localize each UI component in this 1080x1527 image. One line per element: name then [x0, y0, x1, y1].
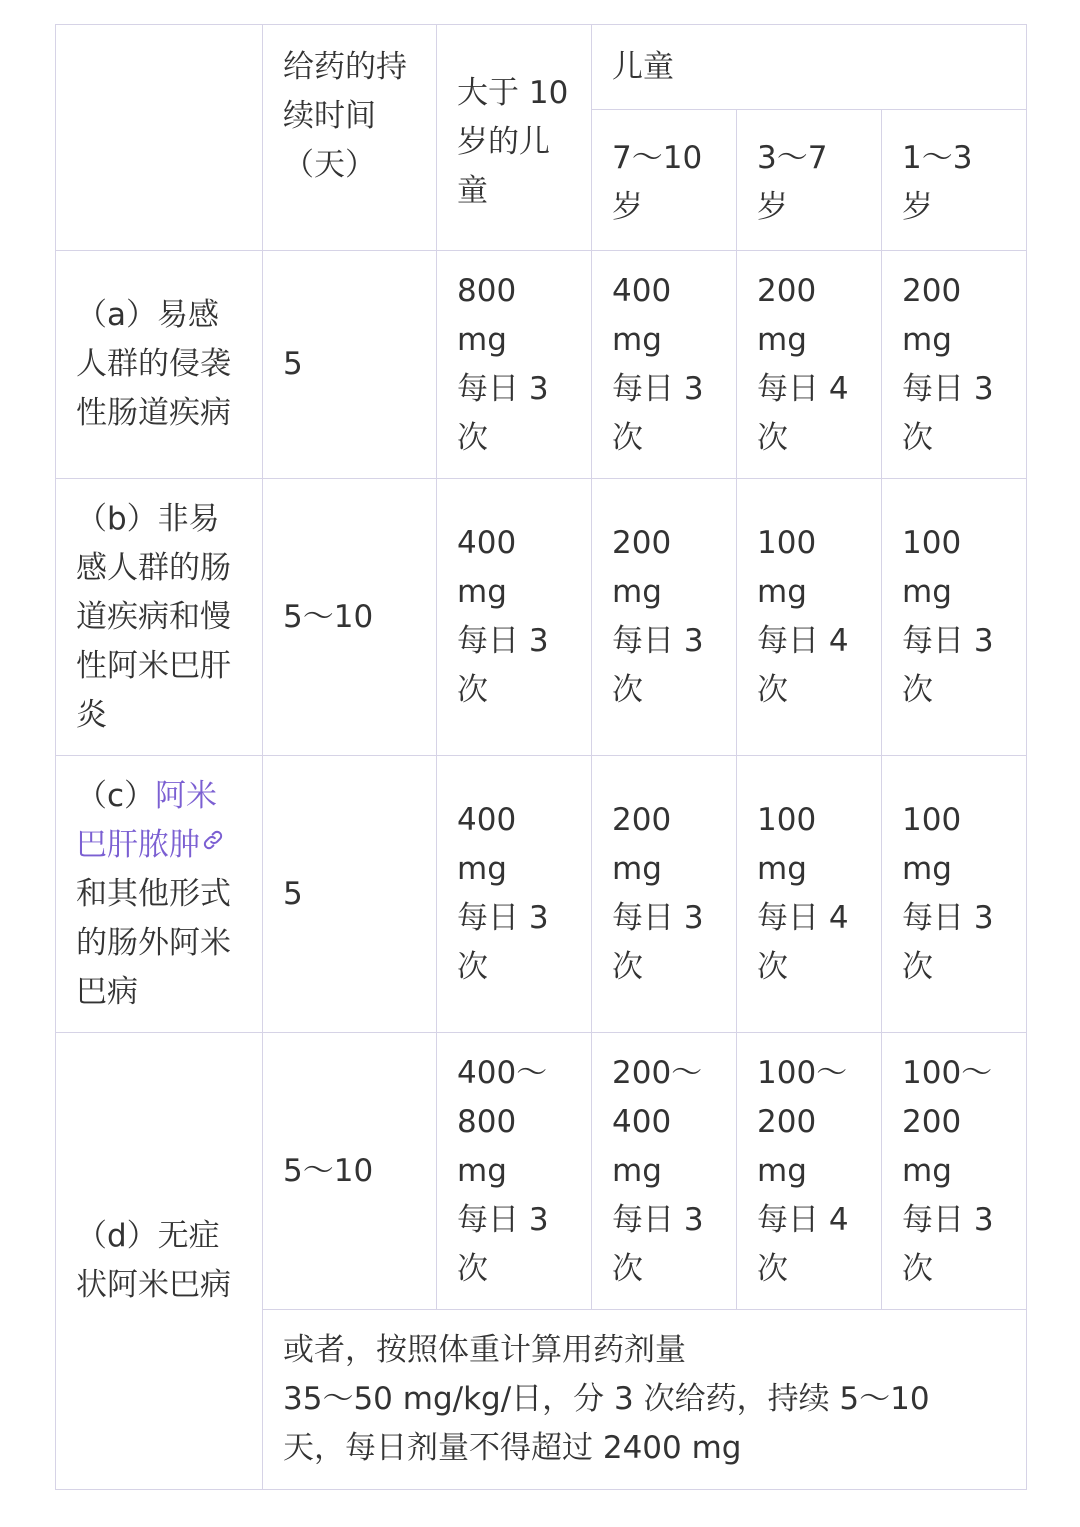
dose-line: 100: [757, 802, 817, 838]
dose-line: 200: [757, 272, 817, 309]
dose-line: 次: [902, 419, 933, 456]
dose-line: 200: [757, 1103, 817, 1140]
dose-line: 次: [902, 949, 933, 985]
indication-cell: [56, 1033, 263, 1490]
dose-line: 每日 4: [757, 1201, 849, 1238]
dose-3-7-cell: [737, 251, 882, 479]
dose-7-10-cell: [592, 251, 737, 479]
dose-line: 200: [612, 525, 672, 561]
header-children: 儿童: [592, 25, 1027, 110]
dose-line: mg: [902, 1152, 952, 1189]
dose-line: mg: [757, 574, 807, 610]
dose-1-3-cell: [882, 756, 1027, 1033]
dose-line: 次: [457, 672, 488, 708]
table-row: [56, 1033, 1027, 1310]
dose-over10-cell: [437, 479, 592, 756]
dose-1-3-cell: [882, 479, 1027, 756]
dose-line: 次: [902, 672, 933, 708]
table-row: [56, 756, 1027, 1033]
dose-1-3-cell: [882, 251, 1027, 479]
dose-line: 次: [902, 1250, 933, 1287]
dose-line: mg: [457, 321, 507, 358]
dose-1-3-cell: [882, 1033, 1027, 1310]
indication-prefix: （c）: [76, 777, 156, 814]
dose-line: 100～: [902, 1054, 993, 1091]
note-line: 35～50 mg/kg/日，分 3 次给药，持续 5～10: [283, 1381, 930, 1417]
dose-3-7-cell: [737, 1033, 882, 1310]
duration-cell: 5: [263, 251, 437, 479]
dose-line: 次: [457, 419, 488, 456]
note-cell: [263, 1310, 1027, 1490]
dose-line: 每日 3: [902, 370, 994, 407]
dose-line: 每日 4: [757, 900, 849, 936]
header-row-1: [56, 25, 1027, 110]
dose-line: 次: [612, 949, 643, 985]
header-age-1-3: 1～3 岁: [882, 110, 1027, 251]
indication-text: （d）无症状阿米巴病: [76, 1218, 231, 1303]
table-row: [56, 251, 1027, 479]
dose-line: 每日 3: [457, 1201, 549, 1238]
header-age-7-10: 7～10 岁: [592, 110, 737, 251]
dose-line: mg: [457, 1152, 507, 1189]
dose-line: 次: [457, 949, 488, 985]
dose-line: 每日 3: [902, 1201, 994, 1238]
duration-cell: 5～10: [263, 1033, 437, 1310]
dose-line: mg: [902, 851, 952, 887]
dose-line: mg: [612, 1152, 662, 1189]
dose-line: 100: [757, 525, 817, 561]
dose-line: 400: [612, 272, 672, 309]
dose-line: 每日 3: [612, 623, 704, 659]
dose-line: 800: [457, 1103, 517, 1140]
duration-cell: 5: [263, 756, 437, 1033]
dose-line: mg: [757, 851, 807, 887]
note-line: 或者，按照体重计算用药剂量: [283, 1332, 686, 1368]
header-over10: 大于 10 岁的儿童: [437, 25, 592, 251]
dose-line: 400: [457, 802, 517, 838]
dose-line: mg: [902, 574, 952, 610]
dose-line: 800: [457, 272, 517, 309]
dose-line: 每日 4: [757, 370, 849, 407]
dose-line: 每日 3: [457, 370, 549, 407]
dose-line: 100～: [757, 1054, 848, 1091]
dose-line: mg: [902, 321, 952, 358]
dose-7-10-cell: [592, 756, 737, 1033]
dose-line: 200: [902, 272, 962, 309]
dose-line: 200: [612, 802, 672, 838]
dose-line: 次: [757, 672, 788, 708]
dose-over10-cell: [437, 1033, 592, 1310]
dose-line: 每日 3: [612, 1201, 704, 1238]
dose-line: 每日 3: [902, 900, 994, 936]
dose-line: 100: [902, 802, 962, 838]
dose-line: 400: [612, 1103, 672, 1140]
indication-text: （a）易感人群的侵袭性肠道疾病: [76, 297, 231, 431]
dose-line: 次: [612, 419, 643, 456]
note-line: 天，每日剂量不得超过 2400 mg: [283, 1430, 742, 1466]
header-duration: 给药的持续时间（天）: [263, 25, 437, 251]
header-age-3-7: 3～7 岁: [737, 110, 882, 251]
dose-line: 次: [757, 419, 788, 456]
dose-line: mg: [457, 851, 507, 887]
dose-line: mg: [612, 321, 662, 358]
indication-text: （b）非易感人群的肠道疾病和慢性阿米巴肝炎: [76, 500, 231, 733]
dose-line: 每日 3: [612, 900, 704, 936]
dose-line: 次: [457, 1250, 488, 1287]
table-row: [56, 479, 1027, 756]
dose-line: mg: [612, 574, 662, 610]
dose-line: 次: [612, 672, 643, 708]
dose-line: 200: [902, 1103, 962, 1140]
dose-line: 每日 3: [457, 623, 549, 659]
dose-7-10-cell: [592, 479, 737, 756]
dose-line: 次: [757, 1250, 788, 1287]
dose-over10-cell: [437, 251, 592, 479]
indication-cell: [56, 479, 263, 756]
dose-line: 400～: [457, 1054, 548, 1091]
indication-link[interactable]: 阿米巴肝脓肿: [76, 777, 218, 863]
duration-cell: 5～10: [263, 479, 437, 756]
dose-line: 每日 4: [757, 623, 849, 659]
dose-line: 每日 3: [457, 900, 549, 936]
dose-line: 每日 3: [902, 623, 994, 659]
dose-over10-cell: [437, 756, 592, 1033]
dose-line: 每日 3: [612, 370, 704, 407]
dose-line: 200～: [612, 1054, 703, 1091]
indication-cell: [56, 756, 263, 1033]
indication-cell: [56, 251, 263, 479]
dose-7-10-cell: [592, 1033, 737, 1310]
indication-suffix: 和其他形式的肠外阿米巴病: [76, 875, 231, 1010]
link-icon[interactable]: [202, 829, 224, 851]
dose-line: mg: [757, 1152, 807, 1189]
dose-line: mg: [612, 851, 662, 887]
dose-line: mg: [757, 321, 807, 358]
dose-line: mg: [457, 574, 507, 610]
dose-line: 400: [457, 525, 517, 561]
dose-line: 次: [757, 949, 788, 985]
dose-line: 100: [902, 525, 962, 561]
dose-3-7-cell: [737, 479, 882, 756]
dosage-table: [55, 24, 1027, 1490]
dose-3-7-cell: [737, 756, 882, 1033]
header-empty: [56, 25, 263, 251]
dose-line: 次: [612, 1250, 643, 1287]
